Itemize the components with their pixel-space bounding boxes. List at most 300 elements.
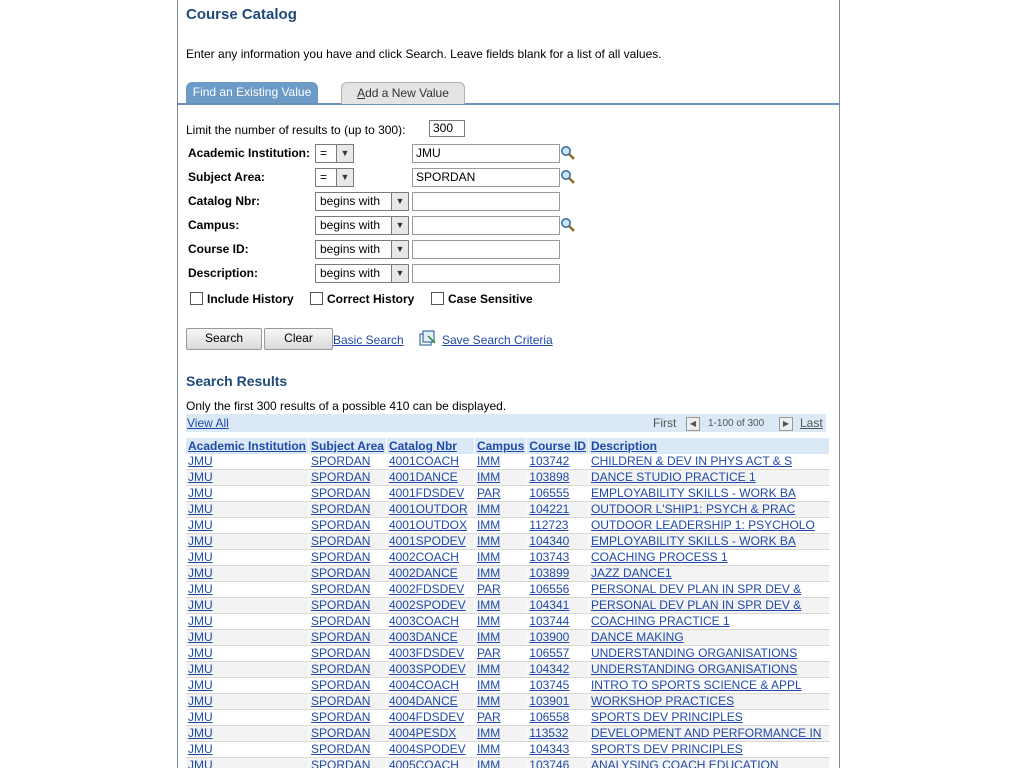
table-cell — [309, 470, 387, 486]
arrow-right-icon[interactable]: ▶ — [779, 417, 793, 431]
catalog-nbr-link[interactable]: 4004DANCE — [388, 694, 458, 708]
table-cell — [309, 678, 387, 694]
checkbox-box — [431, 292, 444, 305]
catalog-nbr-link[interactable]: 4005COACH — [388, 758, 459, 768]
course-id-link[interactable]: 113532 — [529, 726, 569, 740]
table-cell — [527, 470, 589, 486]
course-id-operator-value: begins with — [320, 242, 381, 256]
table-cell — [386, 566, 474, 582]
table-cell — [527, 518, 589, 534]
table-cell — [474, 758, 526, 768]
institution-link[interactable]: JMU — [188, 646, 213, 660]
table-row — [186, 534, 829, 550]
description-link[interactable]: UNDERSTANDING ORGANISATIONS — [590, 662, 798, 676]
table-cell — [386, 630, 474, 646]
tab-find-existing-value[interactable]: Find an Existing Value — [186, 82, 318, 103]
campus-link[interactable]: IMM — [476, 630, 501, 644]
institution-link[interactable]: JMU — [188, 662, 213, 676]
include-history-label: Include History — [207, 292, 294, 306]
description-link[interactable]: OUTDOOR L'SHIP1: PSYCH & PRAC — [590, 502, 796, 516]
description-link[interactable]: PERSONAL DEV PLAN IN SPR DEV & — [590, 598, 802, 612]
institution-input[interactable]: JMU — [412, 144, 560, 163]
table-cell — [186, 758, 309, 768]
catalog-nbr-link[interactable]: 4001FDSDEV — [388, 486, 465, 500]
chevron-down-icon: ▼ — [391, 217, 408, 234]
institution-link[interactable]: JMU — [188, 678, 213, 692]
table-cell — [588, 470, 829, 486]
chevron-down-icon: ▼ — [391, 193, 408, 210]
subject-area-link[interactable]: SPORDAN — [311, 518, 371, 532]
subject-area-link[interactable]: SPORDAN — [311, 566, 371, 580]
institution-label: Academic Institution: — [188, 146, 311, 160]
institution-link[interactable]: JMU — [188, 582, 213, 596]
table-cell — [386, 662, 474, 678]
course-id-link[interactable]: 103743 — [529, 550, 570, 564]
course-id-link[interactable]: 103901 — [529, 694, 570, 708]
table-cell — [309, 614, 387, 630]
institution-link[interactable]: JMU — [188, 550, 213, 564]
subject-area-link[interactable]: SPORDAN — [311, 662, 371, 676]
table-cell — [309, 646, 387, 662]
institution-operator-select[interactable] — [315, 144, 354, 163]
results-header-row — [186, 438, 829, 454]
course-id-link[interactable]: 104341 — [529, 598, 570, 612]
table-cell — [474, 726, 526, 742]
results-body — [186, 454, 829, 768]
campus-link[interactable]: PAR — [476, 710, 501, 724]
subject-area-link[interactable]: SPORDAN — [311, 726, 371, 740]
institution-link[interactable]: JMU — [188, 614, 213, 628]
basic-search-link[interactable]: Basic Search — [333, 333, 404, 347]
table-cell — [386, 550, 474, 566]
campus-link[interactable]: IMM — [476, 534, 501, 548]
table-cell — [527, 662, 589, 678]
chevron-down-icon: ▼ — [336, 169, 353, 186]
magnifier-icon[interactable] — [560, 217, 576, 233]
table-row — [186, 454, 829, 470]
campus-link[interactable]: IMM — [476, 470, 501, 484]
campus-link[interactable]: IMM — [476, 566, 501, 580]
description-link[interactable]: DANCE STUDIO PRACTICE 1 — [590, 470, 756, 484]
course-id-link[interactable]: 104340 — [529, 534, 570, 548]
table-cell — [386, 758, 474, 768]
catalog-operator-select[interactable] — [315, 192, 409, 211]
description-link[interactable]: OUTDOOR LEADERSHIP 1: PSYCHOLO — [590, 518, 815, 532]
subject-area-link[interactable]: SPORDAN — [311, 486, 371, 500]
table-cell — [386, 598, 474, 614]
table-cell — [186, 454, 309, 470]
campus-link[interactable]: IMM — [476, 742, 501, 756]
subject-area-link[interactable]: SPORDAN — [311, 582, 371, 596]
catalog-nbr-link[interactable]: 4001SPODEV — [388, 534, 466, 548]
chevron-down-icon: ▼ — [336, 145, 353, 162]
table-cell — [474, 742, 526, 758]
table-cell — [588, 502, 829, 518]
table-cell — [186, 534, 309, 550]
course-id-link[interactable]: 103900 — [529, 630, 570, 644]
table-cell — [527, 678, 589, 694]
table-cell — [527, 726, 589, 742]
table-cell — [386, 710, 474, 726]
page-range: 1-100 of 300 — [708, 418, 765, 429]
catalog-nbr-link[interactable]: 4004PESDX — [388, 726, 457, 740]
description-link[interactable]: COACHING PROCESS 1 — [590, 550, 728, 564]
checkbox-box — [190, 292, 203, 305]
description-link[interactable]: INTRO TO SPORTS SCIENCE & APPL — [590, 678, 802, 692]
table-cell — [309, 502, 387, 518]
table-row — [186, 630, 829, 646]
table-cell — [386, 502, 474, 518]
course-id-link[interactable]: 112723 — [529, 518, 569, 532]
limit-input[interactable]: 300 — [429, 120, 465, 137]
table-row — [186, 678, 829, 694]
institution-link[interactable]: JMU — [188, 598, 213, 612]
table-cell — [186, 470, 309, 486]
table-cell — [186, 662, 309, 678]
course-id-link[interactable]: 103746 — [529, 758, 570, 768]
course-id-link[interactable]: 104343 — [529, 742, 570, 756]
subject-area-link[interactable]: SPORDAN — [311, 678, 371, 692]
catalog-nbr-link[interactable]: 4004COACH — [388, 678, 459, 692]
tab-add-accesskey: A — [357, 86, 366, 100]
table-row — [186, 550, 829, 566]
table-cell — [527, 582, 589, 598]
table-row — [186, 726, 829, 742]
description-link[interactable]: SPORTS DEV PRINCIPLES — [590, 742, 743, 756]
campus-operator-value: begins with — [320, 218, 381, 232]
table-cell — [386, 646, 474, 662]
table-cell — [474, 566, 526, 582]
table-row — [186, 502, 829, 518]
table-cell — [186, 598, 309, 614]
table-cell — [527, 694, 589, 710]
table-cell — [309, 518, 387, 534]
table-cell — [527, 742, 589, 758]
table-cell — [309, 534, 387, 550]
subject-area-link[interactable]: SPORDAN — [311, 534, 371, 548]
campus-link[interactable]: IMM — [476, 678, 501, 692]
last-link[interactable]: Last — [800, 416, 823, 430]
magnifier-icon[interactable] — [560, 145, 576, 161]
catalog-label: Catalog Nbr: — [188, 194, 260, 208]
table-cell — [474, 710, 526, 726]
subject-area-link[interactable]: SPORDAN — [311, 502, 371, 516]
course-id-link[interactable]: 104221 — [529, 502, 570, 516]
catalog-nbr-link[interactable]: 4002DANCE — [388, 566, 458, 580]
table-cell — [474, 630, 526, 646]
description-link[interactable]: WORKSHOP PRACTICES — [590, 694, 735, 708]
table-cell — [474, 678, 526, 694]
magnifier-icon[interactable] — [560, 169, 576, 185]
table-cell — [474, 662, 526, 678]
description-operator-value: begins with — [320, 266, 381, 280]
description-link[interactable]: DEVELOPMENT AND PERFORMANCE IN — [590, 726, 822, 740]
search-button[interactable]: Search — [186, 328, 262, 350]
description-link[interactable]: EMPLOYABILITY SKILLS - WORK BA — [590, 486, 796, 500]
subject-area-link[interactable]: SPORDAN — [311, 614, 371, 628]
table-cell — [588, 742, 829, 758]
catalog-nbr-link[interactable]: 4003SPODEV — [388, 662, 466, 676]
subject-input[interactable]: SPORDAN — [412, 168, 560, 187]
table-cell — [386, 582, 474, 598]
institution-link[interactable]: JMU — [188, 758, 213, 768]
subject-area-link[interactable]: SPORDAN — [311, 470, 371, 484]
table-row — [186, 758, 829, 768]
view-all-link[interactable]: View All — [187, 416, 229, 430]
institution-link[interactable]: JMU — [188, 534, 213, 548]
column-header[interactable]: Description — [588, 438, 829, 454]
subject-area-link[interactable]: SPORDAN — [311, 630, 371, 644]
table-cell — [588, 550, 829, 566]
table-cell — [527, 534, 589, 550]
campus-link[interactable]: PAR — [476, 582, 501, 596]
course-id-input[interactable] — [412, 240, 560, 259]
institution-link[interactable]: JMU — [188, 518, 213, 532]
table-cell — [474, 502, 526, 518]
table-cell — [588, 758, 829, 768]
description-link[interactable]: ANALYSING COACH EDUCATION — [590, 758, 779, 768]
campus-label: Campus: — [188, 218, 240, 232]
subject-area-link[interactable]: SPORDAN — [311, 550, 371, 564]
campus-link[interactable]: IMM — [476, 518, 501, 532]
catalog-nbr-link[interactable]: 4004SPODEV — [388, 742, 466, 756]
table-cell — [309, 694, 387, 710]
table-cell — [386, 694, 474, 710]
table-cell — [186, 518, 309, 534]
table-cell — [309, 742, 387, 758]
description-link[interactable]: SPORTS DEV PRINCIPLES — [590, 710, 743, 724]
campus-link[interactable]: IMM — [476, 502, 501, 516]
course-id-link[interactable]: 106558 — [529, 710, 570, 724]
course-id-link[interactable]: 103898 — [529, 470, 570, 484]
table-cell — [588, 662, 829, 678]
table-cell — [527, 710, 589, 726]
table-cell — [309, 566, 387, 582]
table-cell — [474, 454, 526, 470]
table-cell — [588, 486, 829, 502]
table-cell — [186, 566, 309, 582]
description-link[interactable]: UNDERSTANDING ORGANISATIONS — [590, 646, 798, 660]
checkbox-box — [310, 292, 323, 305]
table-cell — [527, 486, 589, 502]
search-results-title: Search Results — [186, 373, 288, 389]
description-operator-select[interactable] — [315, 264, 409, 283]
institution-link[interactable]: JMU — [188, 486, 213, 500]
chevron-down-icon: ▼ — [391, 265, 408, 282]
table-row — [186, 582, 829, 598]
catalog-nbr-link[interactable]: 4002SPODEV — [388, 598, 466, 612]
subject-area-link[interactable]: SPORDAN — [311, 646, 371, 660]
catalog-input[interactable] — [412, 192, 560, 211]
table-cell — [309, 582, 387, 598]
catalog-nbr-link[interactable]: 4001DANCE — [388, 470, 458, 484]
table-cell — [309, 550, 387, 566]
table-row — [186, 470, 829, 486]
table-cell — [386, 486, 474, 502]
campus-link[interactable]: IMM — [476, 662, 501, 676]
column-header[interactable]: Academic Institution — [186, 438, 309, 454]
institution-link[interactable]: JMU — [188, 502, 213, 516]
tab-add-label: dd a New Value — [365, 86, 449, 100]
table-cell — [309, 630, 387, 646]
campus-input[interactable] — [412, 216, 560, 235]
table-cell — [186, 710, 309, 726]
table-cell — [186, 694, 309, 710]
table-cell — [527, 502, 589, 518]
campus-link[interactable]: PAR — [476, 646, 501, 660]
table-cell — [588, 646, 829, 662]
tab-add-new-value[interactable] — [341, 82, 465, 104]
table-cell — [474, 646, 526, 662]
institution-link[interactable]: JMU — [188, 726, 213, 740]
case-sensitive-checkbox[interactable] — [431, 292, 533, 306]
table-cell — [474, 694, 526, 710]
table-cell — [186, 630, 309, 646]
institution-link[interactable]: JMU — [188, 742, 213, 756]
include-history-checkbox[interactable] — [190, 292, 294, 306]
column-header[interactable]: Course ID — [527, 438, 589, 454]
institution-link[interactable]: JMU — [188, 470, 213, 484]
table-cell — [186, 550, 309, 566]
table-cell — [474, 470, 526, 486]
description-link[interactable]: DANCE MAKING — [590, 630, 684, 644]
table-cell — [309, 726, 387, 742]
table-row — [186, 662, 829, 678]
table-cell — [309, 486, 387, 502]
campus-link[interactable]: IMM — [476, 598, 501, 612]
campus-link[interactable]: IMM — [476, 550, 501, 564]
description-link[interactable]: PERSONAL DEV PLAN IN SPR DEV & — [590, 582, 802, 596]
table-cell — [588, 454, 829, 470]
institution-link[interactable]: JMU — [188, 630, 213, 644]
course-id-link[interactable]: 103745 — [529, 678, 570, 692]
catalog-nbr-link[interactable]: 4002FDSDEV — [388, 582, 465, 596]
table-cell — [386, 614, 474, 630]
description-link[interactable]: JAZZ DANCE1 — [590, 566, 672, 580]
catalog-nbr-link[interactable]: 4001COACH — [388, 454, 459, 468]
table-cell — [474, 582, 526, 598]
first-label[interactable]: First — [653, 416, 677, 430]
catalog-nbr-link[interactable]: 4001OUTDOX — [388, 518, 467, 532]
table-cell — [386, 534, 474, 550]
table-cell — [474, 614, 526, 630]
campus-link[interactable]: IMM — [476, 694, 501, 708]
table-cell — [588, 582, 829, 598]
table-row — [186, 566, 829, 582]
table-cell — [186, 486, 309, 502]
course-id-link[interactable]: 103899 — [529, 566, 570, 580]
table-cell — [386, 518, 474, 534]
table-cell — [186, 582, 309, 598]
table-cell — [309, 454, 387, 470]
table-cell — [527, 646, 589, 662]
arrow-left-icon[interactable]: ◀ — [686, 417, 700, 431]
column-header[interactable]: Subject Area — [309, 438, 387, 454]
catalog-nbr-link[interactable]: 4002COACH — [388, 550, 459, 564]
catalog-nbr-link[interactable]: 4003COACH — [388, 614, 459, 628]
table-row — [186, 710, 829, 726]
institution-operator-value: = — [320, 146, 328, 160]
table-cell — [588, 678, 829, 694]
table-row — [186, 694, 829, 710]
course-id-link[interactable]: 103742 — [529, 454, 570, 468]
catalog-nbr-link[interactable]: 4004FDSDEV — [388, 710, 465, 724]
subject-label: Subject Area: — [188, 170, 265, 184]
column-header[interactable]: Catalog Nbr — [386, 438, 474, 454]
subject-area-link[interactable]: SPORDAN — [311, 742, 371, 756]
subject-operator-value: = — [320, 170, 328, 184]
subject-area-link[interactable]: SPORDAN — [311, 454, 371, 468]
campus-link[interactable]: IMM — [476, 454, 501, 468]
campus-link[interactable]: IMM — [476, 726, 501, 740]
course-id-link[interactable]: 106556 — [529, 582, 570, 596]
institution-link[interactable]: JMU — [188, 694, 213, 708]
page-title: Course Catalog — [186, 6, 297, 23]
course-id-operator-select[interactable] — [315, 240, 409, 259]
table-cell — [588, 694, 829, 710]
description-input[interactable] — [412, 264, 560, 283]
description-link[interactable]: CHILDREN & DEV IN PHYS ACT & S — [590, 454, 793, 468]
table-cell — [588, 726, 829, 742]
catalog-nbr-link[interactable]: 4003FDSDEV — [388, 646, 465, 660]
table-row — [186, 742, 829, 758]
catalog-nbr-link[interactable]: 4003DANCE — [388, 630, 458, 644]
description-link[interactable]: EMPLOYABILITY SKILLS - WORK BA — [590, 534, 796, 548]
save-search-criteria-link[interactable]: Save Search Criteria — [442, 333, 553, 347]
correct-history-checkbox[interactable] — [310, 292, 414, 306]
subject-area-link[interactable]: SPORDAN — [311, 694, 371, 708]
clear-button[interactable]: Clear — [264, 328, 333, 350]
table-cell — [186, 614, 309, 630]
column-header[interactable]: Campus — [474, 438, 526, 454]
course-id-link[interactable]: 104342 — [529, 662, 570, 676]
subject-operator-select[interactable] — [315, 168, 354, 187]
description-link[interactable]: COACHING PRACTICE 1 — [590, 614, 730, 628]
institution-link[interactable]: JMU — [188, 454, 213, 468]
chevron-down-icon: ▼ — [391, 241, 408, 258]
table-cell — [309, 710, 387, 726]
table-row — [186, 646, 829, 662]
table-cell — [474, 486, 526, 502]
course-id-label: Course ID: — [188, 242, 249, 256]
campus-operator-select[interactable] — [315, 216, 409, 235]
table-cell — [527, 454, 589, 470]
table-cell — [474, 550, 526, 566]
course-id-link[interactable]: 103744 — [529, 614, 570, 628]
institution-link[interactable]: JMU — [188, 566, 213, 580]
correct-history-label: Correct History — [327, 292, 415, 306]
table-row — [186, 614, 829, 630]
subject-area-link[interactable]: SPORDAN — [311, 710, 371, 724]
catalog-nbr-link[interactable]: 4001OUTDOR — [388, 502, 468, 516]
campus-link[interactable]: IMM — [476, 758, 501, 768]
campus-link[interactable]: IMM — [476, 614, 501, 628]
table-cell — [309, 758, 387, 768]
table-cell — [186, 502, 309, 518]
subject-area-link[interactable]: SPORDAN — [311, 598, 371, 612]
table-cell — [474, 518, 526, 534]
institution-link[interactable]: JMU — [188, 710, 213, 724]
subject-area-link[interactable]: SPORDAN — [311, 758, 371, 768]
table-cell — [527, 758, 589, 768]
course-id-link[interactable]: 106557 — [529, 646, 570, 660]
course-id-link[interactable]: 106555 — [529, 486, 570, 500]
table-cell — [186, 646, 309, 662]
save-criteria-icon[interactable] — [419, 330, 437, 347]
campus-link[interactable]: PAR — [476, 486, 501, 500]
table-cell — [186, 726, 309, 742]
table-cell — [588, 710, 829, 726]
